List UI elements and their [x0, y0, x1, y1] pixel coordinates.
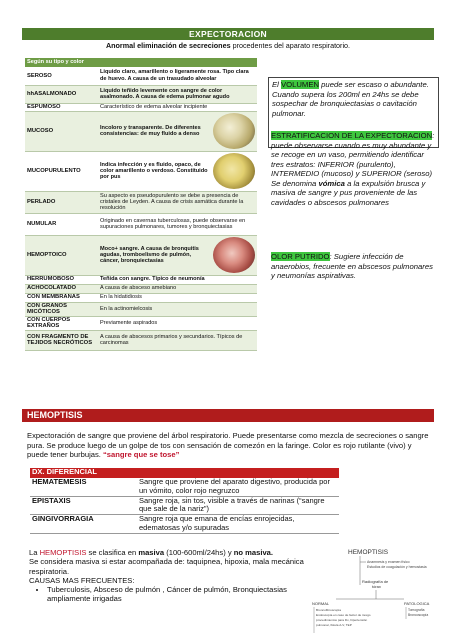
classification-type-description: En la actinomielcosis — [98, 302, 257, 316]
classification-row — [25, 213, 257, 235]
differential-name: EPISTAXIS — [30, 496, 137, 515]
cause-item: • Tuberculosis, Absceso de pulmón , Cáncer de pulmón, Bronquiectasias ampliamente irrigadas — [47, 585, 304, 604]
classification-row — [25, 191, 257, 213]
classification-type-description: Previamente aspirados — [98, 316, 257, 330]
note-vomica-text: a la expulsión brusca y masiva de sangre y pus proveniente de las cavidades o abscesos pulmonares — [271, 178, 426, 207]
diagram-normal-item: procedimientos para Dx, hipertensión — [316, 618, 368, 622]
note-estratificacion-text: : puede observarse cuando es muy abundante y se recoge en un vaso, permitiendo identificar tres estratos: INFERIOR (purulento), INTERMEDIO (mucoso) y SUPERIOR (seroso) — [271, 131, 435, 178]
classification-header-row — [25, 58, 257, 67]
cls-red-term: HEMOPTISIS — [39, 548, 87, 557]
classification-row — [25, 330, 257, 350]
diagram-step-1b: Estudios de coagulación y hemostasia — [367, 565, 427, 569]
classification-type-name: CON MEMBRANAS — [25, 293, 98, 302]
differential-header: DX. DIFERENCIAL — [30, 468, 339, 478]
classification-table — [25, 58, 257, 351]
diagram-title: HEMOPTISIS — [348, 549, 389, 556]
classification-type-description: A causa de abscesos primarios y secundarios. Típicos de carcinomas — [98, 330, 257, 350]
note-vomica-pre: Se denomina — [271, 178, 319, 188]
classification-type-description: A causa de absceso amebiano — [98, 284, 257, 293]
classification-type-name: CON GRANOS MICÓTICOS — [25, 302, 98, 316]
classification-row — [25, 316, 257, 330]
classification-photo-cell — [211, 151, 257, 191]
classification-photo-cell — [211, 235, 257, 275]
classification-type-name: MUCOSO — [25, 111, 98, 151]
classification-type-name: PERLADO — [25, 191, 98, 213]
classification-type-description: Liquido teñido levemente con sangre de color asalmonado. A causa de edema pulmonar agudo — [98, 85, 257, 103]
diagram-step-1: Anamnesis y examen físico — [367, 560, 410, 564]
classification-type-description: Su aspecto es pseudopurulento se debe a presencia de cristales de Leyden. A causa de crisis asmática durante la resolución — [98, 191, 257, 213]
classification-row — [25, 302, 257, 316]
section-banner-hemoptisis: HEMOPTISIS — [22, 409, 434, 422]
hemoptisis-definition-text: Expectoración de sangre que proviene del árbol respiratorio. Puede presentarse como mezcla de secreciones o sangre pura. Se produce luego de un golpe de tos con sensación de comezón en la faringe. Color es rojo rutilante (vivo) y puede tener burbujas. — [27, 431, 429, 460]
differential-description: Sangre roja que emana de encías enrojecidas, edematosas y/o supuradas — [137, 515, 339, 534]
classification-type-description: Característico de edema alveolar incipiente — [98, 103, 257, 111]
diagram-patologica-label: PATOLOGICA — [404, 601, 430, 606]
classification-type-description: Originado en cavernas tuberculosas, puede observarse en supuraciones pulmonares, tumores y bronquiectasias — [98, 213, 257, 235]
causes-list — [47, 585, 304, 604]
flow-diagram-svg — [308, 547, 448, 637]
note-vomica-bold: vómica — [318, 178, 345, 188]
classification-type-name: HEMOPTOICO — [25, 235, 98, 275]
hemoptisis-classification — [29, 548, 304, 604]
section-banner-expectoracion: EXPECTORACION — [22, 28, 434, 40]
note-volumen-pre: El — [272, 80, 281, 89]
classification-row — [25, 85, 257, 103]
diagram-normal-label: NORMAL — [312, 601, 330, 606]
differential-row — [30, 515, 339, 534]
classification-row — [25, 67, 257, 85]
note-olor-text: : Sugiere infección de anaerobios, frecuente en abscesos pulmonares y neumonías aspirativas. — [271, 252, 433, 280]
differential-row — [30, 478, 339, 496]
note-olor-highlight: OLOR PUTRIDO — [271, 252, 330, 261]
hemoptisis-flow-diagram — [308, 547, 448, 637]
classification-type-name: ESPUMOSO — [25, 103, 98, 111]
classification-type-description: Moco+ sangre. A causa de bronquitis agudas, tromboelismo de pulmón, cáncer, bronquiectasias — [98, 235, 211, 275]
cls-mid: se clasifica en — [86, 548, 139, 557]
diagram-step-2a: Radiografía de — [362, 579, 389, 584]
cls-no-masiva: no masiva. — [233, 548, 274, 557]
classification-type-name: NUMULAR — [25, 213, 98, 235]
classification-type-name: HERRUMOBOSO — [25, 275, 98, 284]
cls-mid2: (100-600ml/24hs) y — [164, 548, 234, 557]
cls-pre: La — [29, 548, 40, 557]
diagram-patologica-item: Broncoscopía — [408, 613, 429, 617]
hemoptisis-definition — [27, 431, 432, 460]
classification-type-name: SEROSO — [25, 67, 98, 85]
classification-type-description: Liquido claro, amarillento o ligeramente rosa. Tipo clara de huevo. A causa de un trasudado alveolar — [98, 67, 257, 85]
note-estratificacion — [268, 130, 439, 208]
differential-name: HEMATEMESIS — [30, 478, 137, 496]
note-estratificacion-highlight: ESTRATIFICACION DE LA EXPECTORACION — [271, 131, 433, 140]
classification-type-description: Teñida con sangre. Típico de neumonía — [98, 275, 257, 284]
differential-description: Sangre que proviene del aparato digestivo, producida por un vómito, color rojo negruzco — [137, 478, 339, 496]
differential-name: GINGIVORRAGIA — [30, 515, 137, 534]
classification-row — [25, 103, 257, 111]
cls-masiva: masiva — [138, 548, 165, 557]
classification-type-name: hhASALMONADO — [25, 85, 98, 103]
diagram-normal-item: pulmonar, fistula A-V, TEP — [316, 623, 352, 627]
classification-type-description: En la hidatidiosis — [98, 293, 257, 302]
differential-table — [30, 468, 339, 534]
hemoptisis-definition-quote: “sangre que se tose” — [100, 450, 180, 460]
note-volumen-highlight: VOLUMEN — [280, 80, 320, 89]
classification-type-description: Indica infección y es fluido, opaco, de color amarillento o verdoso. Constituido por pus — [98, 151, 211, 191]
classification-type-name: CON CUERPOS EXTRAÑOS — [25, 316, 98, 330]
mucopurulento-sputum-photo — [213, 153, 255, 189]
note-olor — [268, 251, 439, 282]
classification-row — [25, 293, 257, 302]
classification-type-name: MUCOPURULENTO — [25, 151, 98, 191]
classification-row — [25, 235, 257, 275]
classification-type-name: ACHOCOLATADO — [25, 284, 98, 293]
classification-photo-cell — [211, 111, 257, 151]
causes-title: CAUSAS MAS FRECUENTES: — [29, 575, 135, 585]
classification-type-description: Incoloro y transparente. De diferentes consistencias: de muy fluido a denso — [98, 111, 211, 151]
diagram-patologica-item: Tomografía — [408, 608, 425, 612]
classification-row — [25, 284, 257, 293]
diagram-normal-item: Endoscopía en caso de factor de riesgo — [316, 613, 371, 617]
classification-row — [25, 151, 257, 191]
diagram-normal-item: Broncofibroscopía — [316, 608, 341, 612]
classification-line-2: Se considera masiva si estar acompañada de: taquipnea, hipoxia, mala mecánica respiratoria. — [29, 557, 304, 576]
mucoso-sputum-photo — [213, 113, 255, 149]
subtitle-rest: procedentes del aparato respiratorio. — [230, 41, 351, 50]
classification-row — [25, 275, 257, 284]
classification-header: Según su tipo y color — [25, 58, 257, 67]
classification-line-1 — [29, 548, 304, 557]
differential-row — [30, 496, 339, 515]
hemoptoico-sputum-photo — [213, 237, 255, 273]
differential-description: Sangre roja, sin tos, visible a través de narinas (“sangre que sale de la nariz”) — [137, 496, 339, 515]
section-subtitle — [22, 41, 434, 50]
classification-type-name: CON FRAGMENTO DE TEJIDOS NECRÓTICOS — [25, 330, 98, 350]
note-volumen-text: puede ser escaso o abundante. Cuando supera los 200ml en 24hs se debe sospechar de bronquiectasias o cavitación pulmonar. — [272, 80, 429, 118]
subtitle-bold: Anormal eliminación de secreciones — [105, 41, 231, 50]
classification-row — [25, 111, 257, 151]
diagram-step-2b: tórax — [372, 584, 381, 589]
